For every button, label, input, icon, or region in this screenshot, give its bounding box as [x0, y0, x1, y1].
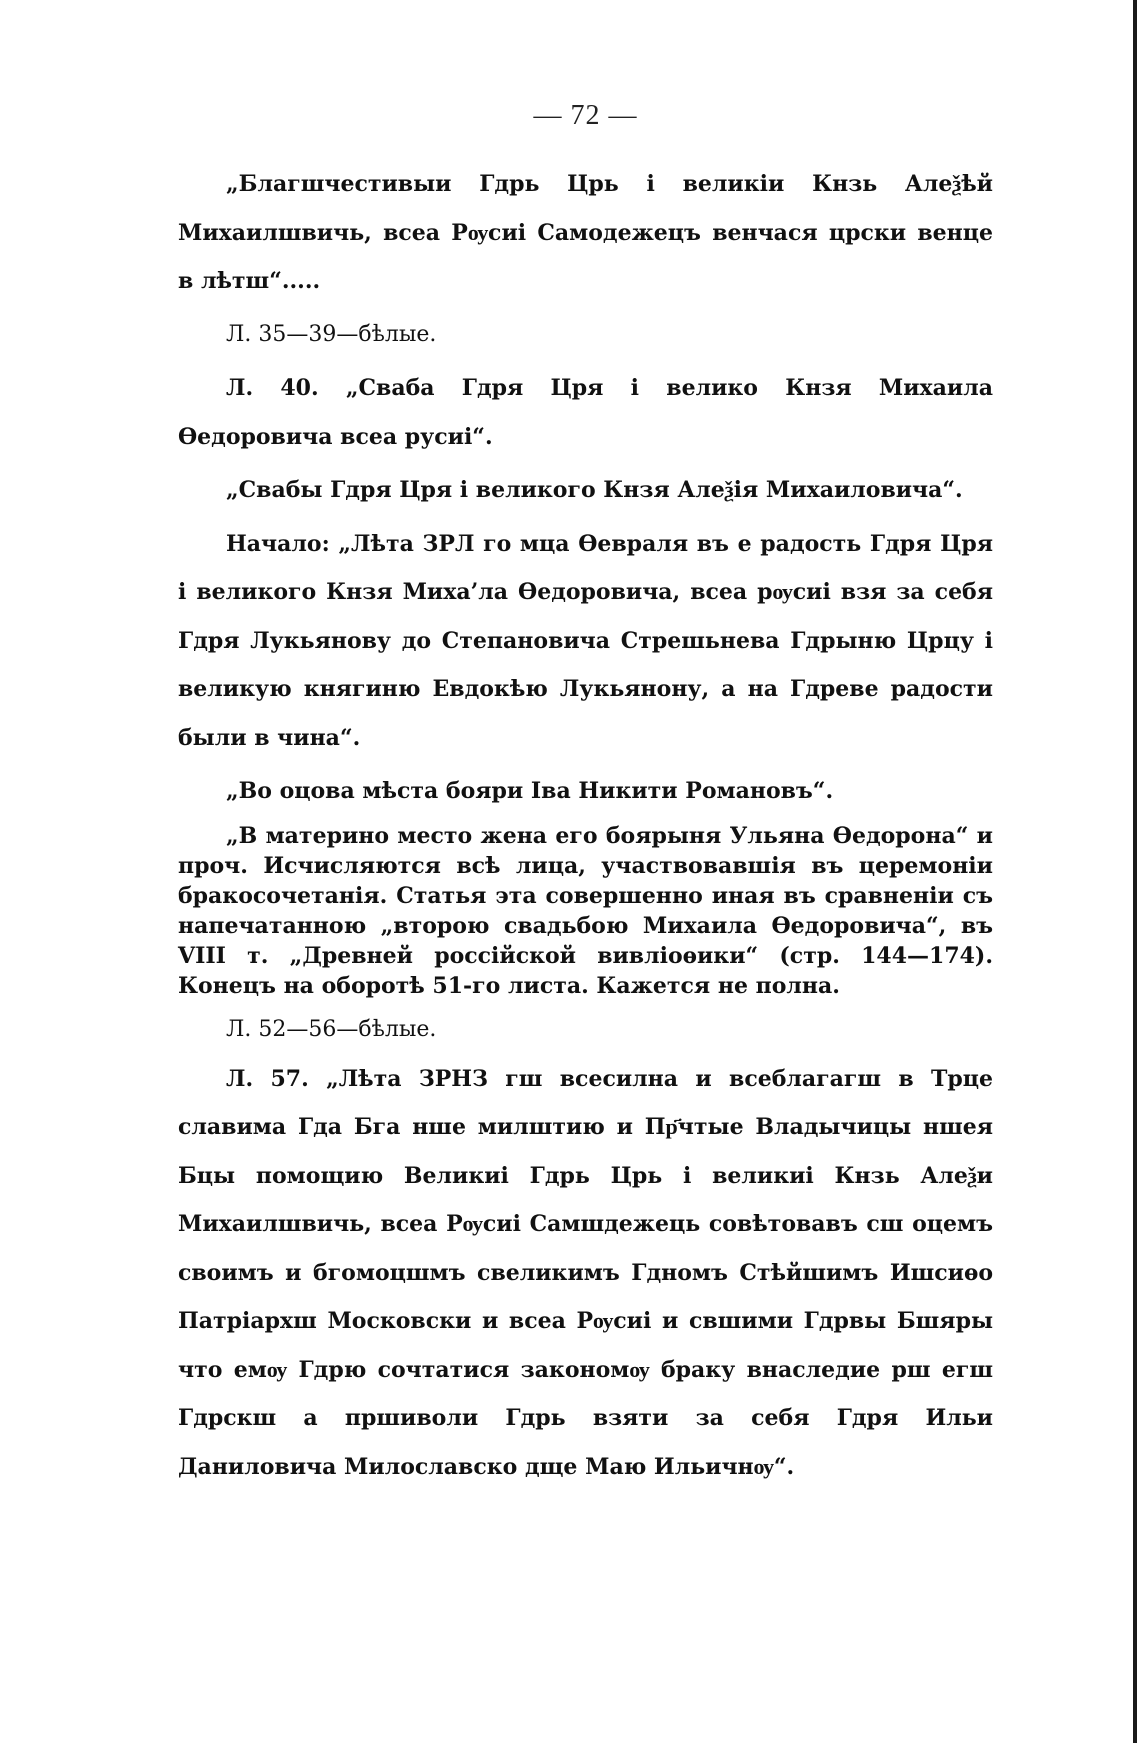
paragraph-fathers-place: „Во оцова мѣста бояри Іва Никити Романовъ“.: [226, 778, 834, 804]
paragraph-mothers-place: „В материно место жена его боярыня Ульяна Ѳедорона“ и проч. Исчисляются всѣ лица, участвовавшія въ церемоніи бракосочетанія. Статья эта совершенно иная въ сравненіи съ напечатанною „второю свадьбою Михаила Ѳедоровича“, въ VIII т. „Древней россійской вивліоѳики“ (стр. 144—174). Конецъ на оборотѣ 51-го листа. Кажется не полна.: [178, 822, 993, 999]
paragraph-leaf-40: Л. 40. „Свaба Гдря Цря і велико Кнзя Михаила Ѳедоровича всеа русиі“.: [178, 375, 993, 450]
page-number: — 72 —: [533, 100, 638, 131]
book-page: [178, 100, 993, 1496]
paragraph-leaves-35-39: Л. 35—39—бѣлые.: [226, 321, 437, 347]
paragraph-beginning: Начало: „Лѣта ЗРЛ го мца Ѳевраля въ е радость Гдря Цря і великого Кнзя Миха’ла Ѳедоровича, всеа рѹсиі взя за себя Гдря Лукьянову до Степановича Стрешьнева Гдрыню Црцу і великую княгиню Евдокѣю Лукьянону, а на Гдреве радости были в чина“.: [178, 530, 993, 751]
paragraph-wedding-alexis: „Свабы Гдря Цря і великого Кнзя Алеѯія Михаиловича“.: [226, 477, 963, 503]
page-edge-line: [1133, 0, 1137, 1743]
paragraph-leaves-52-56: Л. 52—56—бѣлые.: [226, 1016, 437, 1042]
paragraph-leaf-57: Л. 57. „Лѣта ЗРНЗ гш всесилна и всеблагагш в Трце славима Гда Бга нше милштию и Пр҃чтые Владычицы ншея Бцы помощию Великиі Гдрь Црь і великиі Кнзь Алеѯи Михаилшвичь, всеа Рѹсиі Самшдежець совѣтовавъ сш оцемъ своимъ и бгомоцшмъ свеликимъ Гдномъ Стѣйшимъ Ишсиѳо Патріархш Московски и всеа Рѹсиі и свшими Гдрвы Бшяры что емѹ Гдрю сочтатися закономѹ браку внаследие рш егш Гдрскш а пршиволи Гдрь взяти за себя Гдря Ильи Даниловича Милославско дще Маю Ильичнѹ“.: [178, 1065, 993, 1480]
paragraph-blessed-tsar: „Благшчестивыи Гдрь Црь і великіи Кнзь Алеѯѣй Михаилшвичь, всеа Рѹсиі Самодежецъ венчася црски венце в лѣтш“.....: [178, 171, 993, 294]
